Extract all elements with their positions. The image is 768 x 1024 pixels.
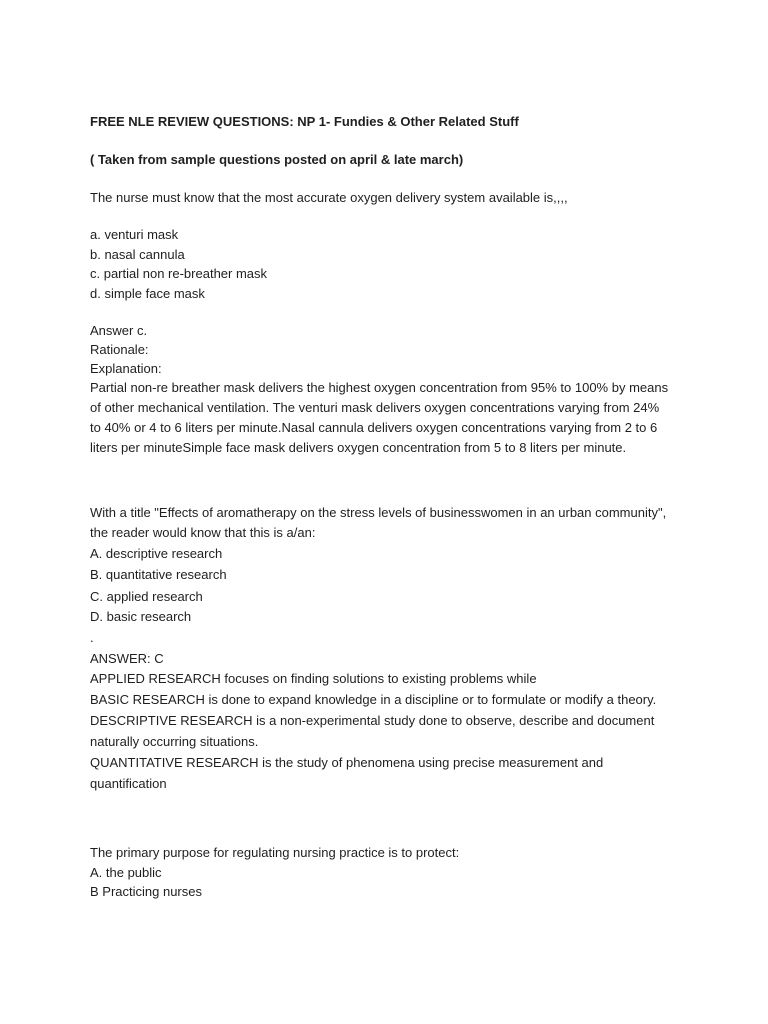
- q1-explanation-line: liters per minuteSimple face mask delivers oxygen concentration from 5 to 8 liters per minute.: [90, 440, 627, 455]
- q2-question-line: the reader would know that this is a/an:: [90, 525, 316, 540]
- q2-explanation-line: BASIC RESEARCH is done to expand knowledge in a discipline or to formulate or modify a theory.: [90, 692, 657, 707]
- q1-option-b: b. nasal cannula: [90, 247, 185, 262]
- q2-explanation-line: DESCRIPTIVE RESEARCH is a non-experimental study done to observe, describe and document: [90, 713, 655, 728]
- q2-option-d: D. basic research: [90, 609, 192, 624]
- q2-dot: .: [90, 630, 94, 645]
- q2-explanation-line: QUANTITATIVE RESEARCH is the study of phenomena using precise measurement and: [90, 755, 604, 770]
- q2-question-line: With a title "Effects of aromatherapy on the stress levels of businesswomen in an urban community",: [90, 505, 667, 520]
- q1-question: The nurse must know that the most accurate oxygen delivery system available is,,,,: [90, 190, 568, 205]
- q1-explanation-line: of other mechanical ventilation. The venturi mask delivers oxygen concentrations varying from 24%: [90, 400, 660, 415]
- q1-explanation-line: to 40% or 4 to 6 liters per minute.Nasal cannula delivers oxygen concentrations varying from 2 to 6: [90, 420, 658, 435]
- q1-explanation-line: Partial non-re breather mask delivers the highest oxygen concentration from 95% to 100% by means: [90, 380, 669, 395]
- q2-option-c: C. applied research: [90, 589, 203, 604]
- q2-explanation-line: quantification: [90, 776, 167, 791]
- q2-answer: ANSWER: C: [90, 651, 164, 666]
- document-title: FREE NLE REVIEW QUESTIONS: NP 1- Fundies & Other Related Stuff: [90, 114, 519, 129]
- q2-explanation-line: naturally occurring situations.: [90, 734, 259, 749]
- q1-rationale-label: Rationale:: [90, 342, 149, 357]
- q1-option-d: d. simple face mask: [90, 286, 205, 301]
- q2-option-b: B. quantitative research: [90, 567, 227, 582]
- q3-question: The primary purpose for regulating nursing practice is to protect:: [90, 845, 460, 860]
- q3-option-a: A. the public: [90, 865, 162, 880]
- q2-explanation-line: APPLIED RESEARCH focuses on finding solutions to existing problems while: [90, 671, 537, 686]
- q2-option-a: A. descriptive research: [90, 546, 223, 561]
- q3-option-b: B Practicing nurses: [90, 884, 202, 899]
- q1-explanation-label: Explanation:: [90, 361, 162, 376]
- q1-option-c: c. partial non re-breather mask: [90, 266, 268, 281]
- document-subtitle: ( Taken from sample questions posted on april & late march): [90, 152, 464, 167]
- q1-answer: Answer c.: [90, 323, 148, 338]
- q1-option-a: a. venturi mask: [90, 227, 179, 242]
